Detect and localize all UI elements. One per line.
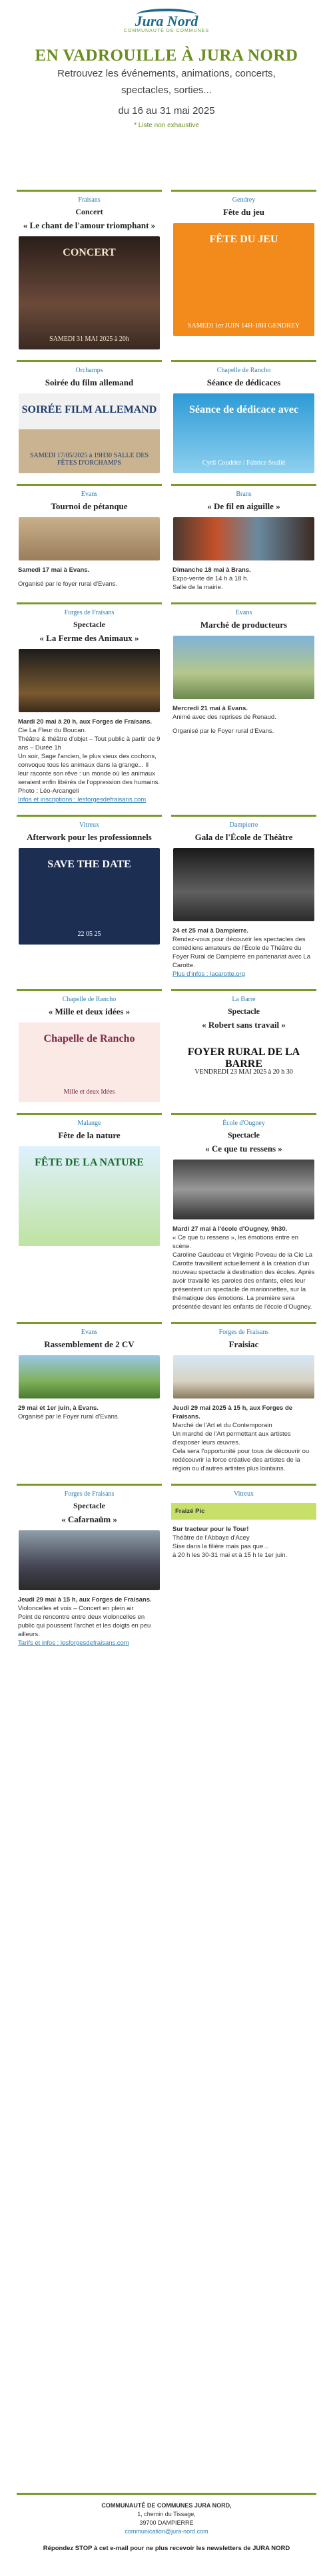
event-description-line: Théâtre de l'Abbaye d'Acey [172, 1534, 250, 1542]
event-image-heading: Séance de dédicace avec [189, 404, 298, 415]
event-description-line: Sise dans la filière mais pas que... [172, 1543, 269, 1550]
footer [17, 2493, 316, 2553]
event-image-heading: CONCERT [63, 247, 116, 258]
event-title: « Mille et deux idées » [48, 1006, 131, 1016]
event-image[interactable] [19, 1022, 160, 1102]
hero [0, 47, 333, 129]
event-description-line: 29 mai et 1er juin, à Evans. [18, 1404, 99, 1412]
event-location: Forges de Fraisans [218, 1329, 269, 1336]
event-description-line: Caroline Gaudeau et Virginie Poveau de la Cie La Carotte travaillent actuellement à la création d'un nouveau spectacle à destination des écoles. Après avoir travaillé les paroles des enfants, elles leur présentent un spectacle de marionnettes, sur la thématique des émotions. La première sera présentée devant les enfants de l'école d'Ougney. [172, 1251, 315, 1311]
event-image[interactable] [173, 223, 314, 336]
events-row [17, 484, 316, 592]
newsletter-title: EN VADROUILLE À JURA NORD [35, 47, 298, 65]
footer-address-2: 39700 DAMPIERRE [139, 2519, 194, 2526]
event-title: Rassemblement de 2 CV [44, 1339, 135, 1349]
footer-address-1: 1, chemin du Tissage, [137, 2511, 196, 2517]
event-description-line[interactable]: Tarifs et infos : lesforgesdefraisans.com [18, 1639, 129, 1647]
logo-area [0, 0, 333, 41]
event-card[interactable] [171, 1484, 316, 1647]
unsubscribe-text: Répondez STOP à cet e-mail pour ne plus recevoir les newsletters de JURA NORD [43, 2545, 290, 2552]
event-description [171, 1525, 316, 1560]
event-location: Dampierre [229, 821, 258, 829]
event-card[interactable] [17, 484, 162, 592]
event-description-line[interactable]: Infos et inscriptions : lesforgesdefraisans.com [18, 796, 147, 803]
list-note: * Liste non exhaustive [134, 122, 199, 129]
event-title: « De fil en aiguille » [207, 501, 280, 511]
event-description-line: Théâtre & théâtre d'objet – Tout public à partir de 9 ans – Durée 1h [18, 736, 161, 751]
event-image[interactable] [19, 1530, 160, 1590]
event-description-line: Rendez-vous pour découvrir les spectacles des comédiens amateurs de l'École de Théâtre du Foyer Rural de Dampierre en partenariat avec La Carotte. [172, 936, 310, 969]
event-card[interactable] [171, 1113, 316, 1311]
event-description-line: Photo : Léo-Arcangeli [18, 787, 79, 795]
event-image-caption: SAMEDI 31 MAI 2025 à 20h [49, 335, 129, 343]
event-description-line: Organisé par le foyer rural d'Evans. [18, 580, 118, 588]
event-description-line: Dimanche 18 mai à Brans. [172, 566, 251, 574]
event-title: « Le chant de l'amour triomphant » [23, 220, 156, 230]
event-image[interactable] [19, 517, 160, 560]
event-location: Gendrey [232, 196, 256, 204]
event-title: Tournoi de pétanque [51, 501, 128, 511]
event-description-line: Jeudi 29 mai à 15 h, aux Forges de Fraisans. [18, 1596, 152, 1604]
event-type: Spectacle [73, 620, 105, 629]
events-row [17, 815, 316, 978]
event-location: Brans [236, 491, 252, 498]
events-row [17, 360, 316, 473]
event-location: Vitreux [234, 1490, 254, 1498]
event-image[interactable] [19, 649, 160, 712]
event-image-heading: FÊTE DU JEU [209, 234, 278, 245]
events-row [17, 602, 316, 804]
logo-text: Jura Nord [135, 12, 198, 29]
event-description-line: Cela sera l'opportunité pour tous de découvrir ou redécouvrir la force créative des artistes de la région ou d'autres artistes plus lointains. [172, 1448, 310, 1472]
events-row [17, 1322, 316, 1473]
intro-line-2: spectacles, sorties... [121, 85, 212, 96]
event-location: Chapelle de Rancho [216, 367, 271, 374]
event-location: Orchamps [75, 367, 103, 374]
event-image-caption: SAMEDI 1er JUIN 14H-18H GENDREY [187, 322, 300, 329]
event-card[interactable] [171, 1322, 316, 1473]
event-card[interactable] [17, 602, 162, 804]
event-title: Fête du jeu [222, 207, 265, 217]
event-type: Concert [75, 207, 103, 216]
event-description-line: « Ce que tu ressens », les émotions entre en scène. [172, 1234, 299, 1250]
events-row [17, 989, 316, 1102]
event-title: « Robert sans travail » [202, 1020, 286, 1030]
event-description-line: Mardi 20 mai à 20 h, aux Forges de Fraisans. [18, 718, 153, 726]
event-description [171, 566, 316, 592]
intro-line-1: Retrouvez les événements, animations, concerts, [57, 68, 276, 79]
event-card[interactable] [17, 989, 162, 1102]
event-title: Marché de producteurs [200, 620, 288, 630]
event-title: Fête de la nature [58, 1130, 121, 1140]
event-location: École d'Ougney [222, 1120, 265, 1127]
event-title: Séance de dédicaces [206, 377, 281, 387]
event-description-line: Mardi 27 mai à l'école d'Ougney, 9h30. [172, 1225, 288, 1233]
event-type: Spectacle [228, 1006, 260, 1016]
event-type: Spectacle [228, 1130, 260, 1140]
event-description-line: Mercredi 21 mai à Evans. [172, 705, 248, 712]
event-image-caption: Mille et deux Idées [63, 1088, 115, 1096]
event-description-line: Expo-vente de 14 h à 18 h. [172, 575, 249, 582]
event-description-line[interactable]: Plus d'infos : lacarotte.org [172, 970, 246, 978]
event-description [171, 1404, 316, 1473]
event-location: Vitreux [79, 821, 99, 829]
event-card[interactable] [171, 602, 316, 804]
event-description-line: Salle de la mairie. [172, 584, 223, 591]
event-location: Evans [81, 1329, 98, 1336]
event-card[interactable] [17, 1484, 162, 1647]
event-card[interactable] [171, 484, 316, 592]
event-image[interactable] [19, 1146, 160, 1246]
event-image[interactable] [19, 393, 160, 473]
events-row [17, 1484, 316, 1647]
event-description-line: Violoncelles et voix – Concert en plein air [18, 1605, 134, 1612]
event-image[interactable] [173, 393, 314, 473]
event-description [171, 704, 316, 736]
event-highlight: Fraizé Pic [171, 1503, 316, 1520]
event-location: La Barre [232, 996, 256, 1003]
event-image-caption: Cyril Coudrier / Fabrice Soulié [202, 459, 286, 467]
event-image[interactable] [173, 1160, 314, 1219]
event-title: « La Ferme des Animaux » [39, 633, 139, 643]
event-description [17, 566, 162, 588]
event-image[interactable] [173, 636, 314, 699]
event-image[interactable] [19, 236, 160, 349]
event-location: Forges de Fraisans [64, 609, 115, 616]
event-location: Fraisans [78, 196, 101, 204]
event-type: Spectacle [73, 1501, 105, 1510]
event-description-line: Point de rencontre entre deux violoncelles en public qui poussent l'archet et les doigts en peu ailleurs. [18, 1613, 151, 1638]
event-card[interactable] [17, 1322, 162, 1473]
event-description-line: Animé avec des reprises de Renaud. [172, 714, 276, 721]
event-description-line: 24 et 25 mai à Dampierre. [172, 927, 249, 935]
event-description [17, 1404, 162, 1421]
event-image-heading: SOIRÉE FILM ALLEMAND [21, 404, 157, 415]
events-row [17, 1113, 316, 1311]
event-title: Gala de l'École de Théâtre [194, 832, 293, 842]
event-description-line: Un soir, Sage l'ancien, le plus vieux des cochons, convoque tous les animaux dans la grange... Il leur raconte son rêve : un monde où les animaux seraient enfin libérés de l'oppression des humains. [18, 753, 161, 786]
event-description-line [18, 574, 161, 580]
event-card[interactable] [171, 815, 316, 978]
event-description-line: Samedi 17 mai à Evans. [18, 566, 90, 574]
event-image[interactable] [173, 1355, 314, 1398]
event-card[interactable] [171, 190, 316, 349]
event-description [17, 718, 162, 804]
event-description-line: Organisé par le Foyer rural d'Evans. [18, 1413, 120, 1420]
event-title: « Ce que tu ressens » [205, 1144, 282, 1154]
event-image[interactable] [19, 1355, 160, 1398]
logo-subtitle: COMMUNAUTÉ DE COMMUNES [123, 28, 210, 33]
events-row [17, 190, 316, 349]
footer-email[interactable]: communication@jura-nord.com [125, 2528, 208, 2535]
footer-org: COMMUNAUTÉ DE COMMUNES JURA NORD, [101, 2502, 232, 2509]
event-description-line: Jeudi 29 mai 2025 à 15 h, aux Forges de Fraisans. [172, 1404, 293, 1420]
event-description-line [172, 722, 315, 727]
event-image-caption: VENDREDI 23 MAI 2025 à 20 h 30 [194, 1068, 293, 1076]
event-card[interactable] [171, 360, 316, 473]
event-image[interactable] [173, 517, 314, 560]
event-card[interactable] [17, 1113, 162, 1311]
event-image-heading: SAVE THE DATE [47, 859, 131, 870]
event-title: « Cafarnaüm » [61, 1514, 117, 1524]
event-title: Fraisiac [228, 1339, 259, 1349]
event-description-line: Organisé par le Foyer rural d'Evans. [172, 728, 274, 735]
event-description-line: Marché de l'Art et du Contemporain [172, 1422, 272, 1429]
event-card[interactable] [17, 815, 162, 978]
event-title: Soirée du film allemand [45, 377, 134, 387]
event-description [17, 1596, 162, 1647]
event-location: Evans [235, 609, 252, 616]
date-range: du 16 au 31 mai 2025 [118, 105, 215, 116]
event-image[interactable] [173, 1036, 314, 1082]
event-image-caption: 22 05 25 [77, 931, 101, 938]
event-image-caption: SAMEDI 17/05/2025 à 19H30 SALLE DES FÊTES D'ORCHAMPS [29, 452, 149, 467]
event-card[interactable] [17, 360, 162, 473]
event-description-line: à 20 h les 30-31 mai et à 15 h le 1er juin. [172, 1552, 288, 1559]
event-image-heading: FÊTE DE LA NATURE [35, 1157, 144, 1168]
event-card[interactable] [17, 190, 162, 349]
jura-nord-logo[interactable] [124, 9, 209, 33]
event-location: Evans [81, 491, 98, 498]
event-title: Afterwork pour les professionnels [27, 832, 152, 842]
event-location: Malange [77, 1120, 101, 1127]
event-description-line: Un marché de l'Art permettant aux artistes d'exposer leurs œuvres. [172, 1430, 291, 1446]
event-image[interactable] [173, 848, 314, 921]
event-location: Chapelle de Rancho [62, 996, 117, 1003]
event-image-heading: FOYER RURAL DE LA BARRE [187, 1046, 300, 1070]
event-card[interactable] [171, 989, 316, 1102]
event-image[interactable] [19, 848, 160, 945]
events-grid [17, 190, 316, 1658]
event-description-line: Sur tracteur pour le Tour! [172, 1526, 249, 1533]
event-image-heading: Chapelle de Rancho [43, 1033, 135, 1044]
event-description-line: Cie La Fleur du Boucan. [18, 727, 87, 734]
event-location: Forges de Fraisans [64, 1490, 115, 1498]
event-description [171, 1225, 316, 1311]
event-description [171, 927, 316, 978]
